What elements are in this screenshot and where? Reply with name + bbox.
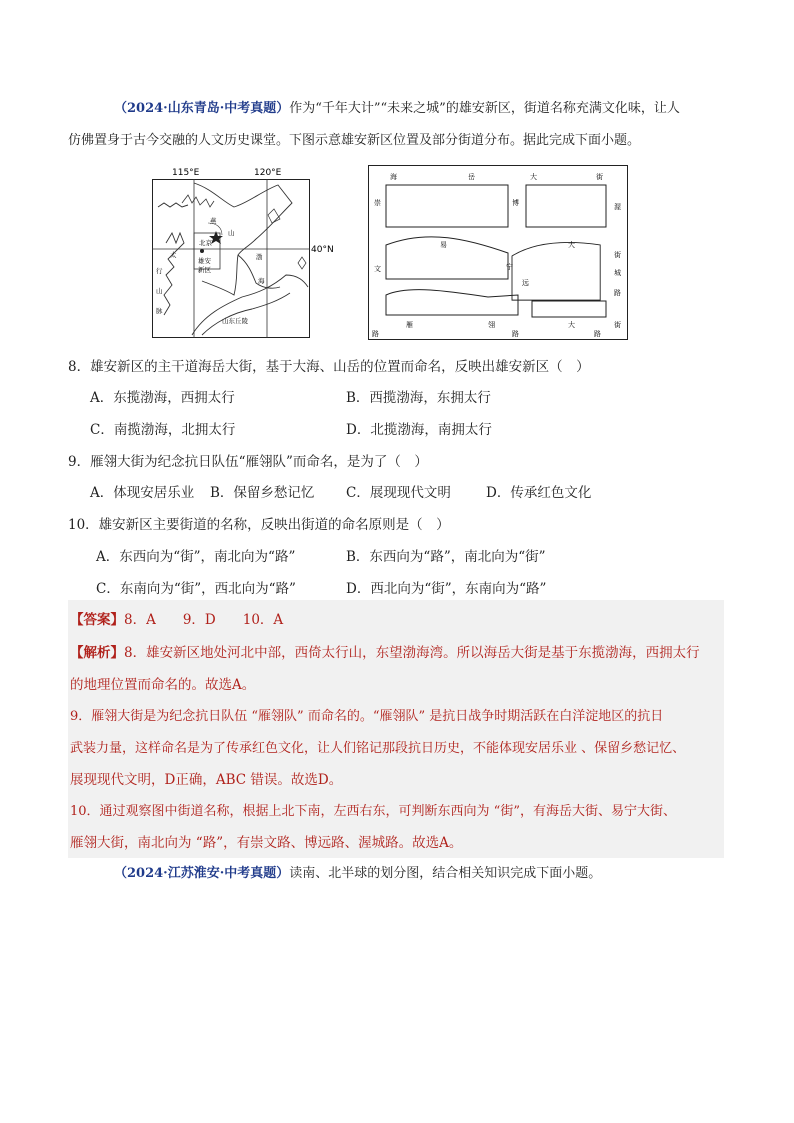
street-hai: 海 <box>390 173 397 181</box>
road-cheng: 城 <box>614 269 621 277</box>
analysis-label: 【解析】 <box>70 645 124 661</box>
analysis-9-line-2: 武装力量，这样命名是为了传承红色文化，让人们铭记那段抗日历史，不能体现安居乐业 、保留乡愁记忆、 <box>70 741 686 756</box>
street-lu: 路 <box>372 330 379 338</box>
map-label-beijing: 北京 <box>199 239 212 247</box>
street-da: 大 <box>530 173 537 181</box>
lat-label-40: 40°N <box>311 245 334 255</box>
q9-stem: 9．雁翎大街为纪念抗日队伍“雁翎队”而命名，是为了（ ） <box>68 454 428 470</box>
analysis-9-line-1: 9．雁翎大街是为纪念抗日队伍 “雁翎队” 而命名的。“雁翎队” 是抗日战争时期活跃在白洋淀地区的抗日 <box>70 709 664 724</box>
q10-option-c: C．东南向为“街”，西北向为“路” <box>96 581 296 597</box>
street-ning: 宁 <box>506 263 513 271</box>
q10-stem: 10．雄安新区主要街道的名称，反映出街道的命名原则是（ ） <box>68 517 450 533</box>
street-yi: 易 <box>440 241 447 249</box>
q9-option-c: C．展现现代文明 <box>346 485 451 501</box>
street-jie-3: 街 <box>614 321 621 329</box>
map-label-yan: 燕 <box>210 217 217 225</box>
intro-line-1 <box>114 99 680 119</box>
q9-option-a: A．体现安居乐业 <box>90 485 195 501</box>
map-label-hang: 行 <box>156 267 163 275</box>
analysis-9-line-3: 展现现代文明，D正确，ABC 错误。故选D。 <box>70 772 343 788</box>
road-wen: 文 <box>374 265 381 273</box>
source-tag: （2024·山东青岛·中考真题） <box>114 101 290 116</box>
q10-option-a: A．东西向为“街”，南北向为“路” <box>96 549 296 565</box>
map-label-tai: 太 <box>170 251 177 259</box>
lon-label-120: 120°E <box>254 168 282 178</box>
answer-line <box>70 610 283 630</box>
intro-text-1: 作为“千年大计”“未来之城”的雄安新区，街道名称充满文化味，让人 <box>289 101 680 116</box>
street-map <box>368 165 628 341</box>
map-label-shandong-hills: 山东丘陵 <box>222 317 248 325</box>
analysis-8-line-1: 8．雄安新区地处河北中部，西倚太行山，东望渤海湾。所以海岳大街是基于东揽渤海，西拥太行 <box>124 645 700 661</box>
q8-option-c: C．南揽渤海，北拥太行 <box>90 422 236 438</box>
road-lu-r: 路 <box>614 289 621 297</box>
street-jie-2: 街 <box>614 251 621 259</box>
q8-option-b: B．西揽渤海，东拥太行 <box>346 390 491 406</box>
lon-label-115: 115°E <box>172 168 200 178</box>
road-wo: 渥 <box>614 203 621 211</box>
analysis-10-line-2: 雁翎大街，南北向为 “路”，有崇文路、博远路、渥城路。故选A。 <box>70 835 463 851</box>
road-yuan: 远 <box>522 279 529 287</box>
q10-option-d: D．西北向为“街”，东南向为“路” <box>346 581 547 597</box>
map-label-hai: 海 <box>258 277 265 285</box>
q9-option-b: B．保留乡愁记忆 <box>210 485 315 501</box>
analysis-10-line-1: 10．通过观察图中街道名称，根据上北下南，左西右东，可判断东西向为 “街”，有海岳大街、易宁大街、 <box>70 804 676 819</box>
map-label-mai: 脉 <box>156 307 163 315</box>
intro-line-2: 仿佛置身于古今交融的人文历史课堂。下图示意雄安新区位置及部分街道分布。据此完成下面小题。 <box>68 133 641 148</box>
source-tag-2: （2024·江苏淮安·中考真题） <box>114 866 290 881</box>
street-da-2: 大 <box>568 241 575 249</box>
map-label-shan2: 山 <box>156 287 163 295</box>
street-ling: 翎 <box>488 321 495 329</box>
analysis-8-line-2: 的地理位置而命名的。故选A。 <box>70 677 256 693</box>
answer-label: 【答案】 <box>70 612 124 628</box>
street-yue: 岳 <box>468 173 475 181</box>
street-jie: 街 <box>596 173 603 181</box>
road-bo: 博 <box>512 199 519 207</box>
q8-option-d: D．北揽渤海，南拥太行 <box>346 422 492 438</box>
location-map <box>152 163 342 339</box>
map-label-bo: 渤 <box>256 253 263 261</box>
analysis-line-1 <box>70 643 700 663</box>
intro2-line <box>114 864 601 884</box>
road-lu-center: 路 <box>512 330 519 338</box>
q10-option-b: B．东西向为“路”，南北向为“街” <box>346 549 546 565</box>
q8-stem: 8．雄安新区的主干道海岳大街，基于大海、山岳的位置而命名，反映出雄安新区（ ） <box>68 359 590 375</box>
road-chong: 崇 <box>374 199 381 207</box>
street-yan: 雁 <box>406 321 413 329</box>
q9-option-d: D．传承红色文化 <box>486 485 592 501</box>
map-label-xiongan-1: 雄安 <box>198 257 211 265</box>
answer-text: 8．A 9．D 10．A <box>124 612 284 628</box>
map-label-shan: 山 <box>228 229 235 237</box>
road-lu-right: 路 <box>594 330 601 338</box>
q8-option-a: A．东揽渤海，西拥太行 <box>90 390 235 406</box>
intro2-text: 读南、北半球的划分图，结合相关知识完成下面小题。 <box>289 866 602 881</box>
map-label-xiongan-2: 新区 <box>198 266 211 274</box>
street-da-3: 大 <box>568 321 575 329</box>
